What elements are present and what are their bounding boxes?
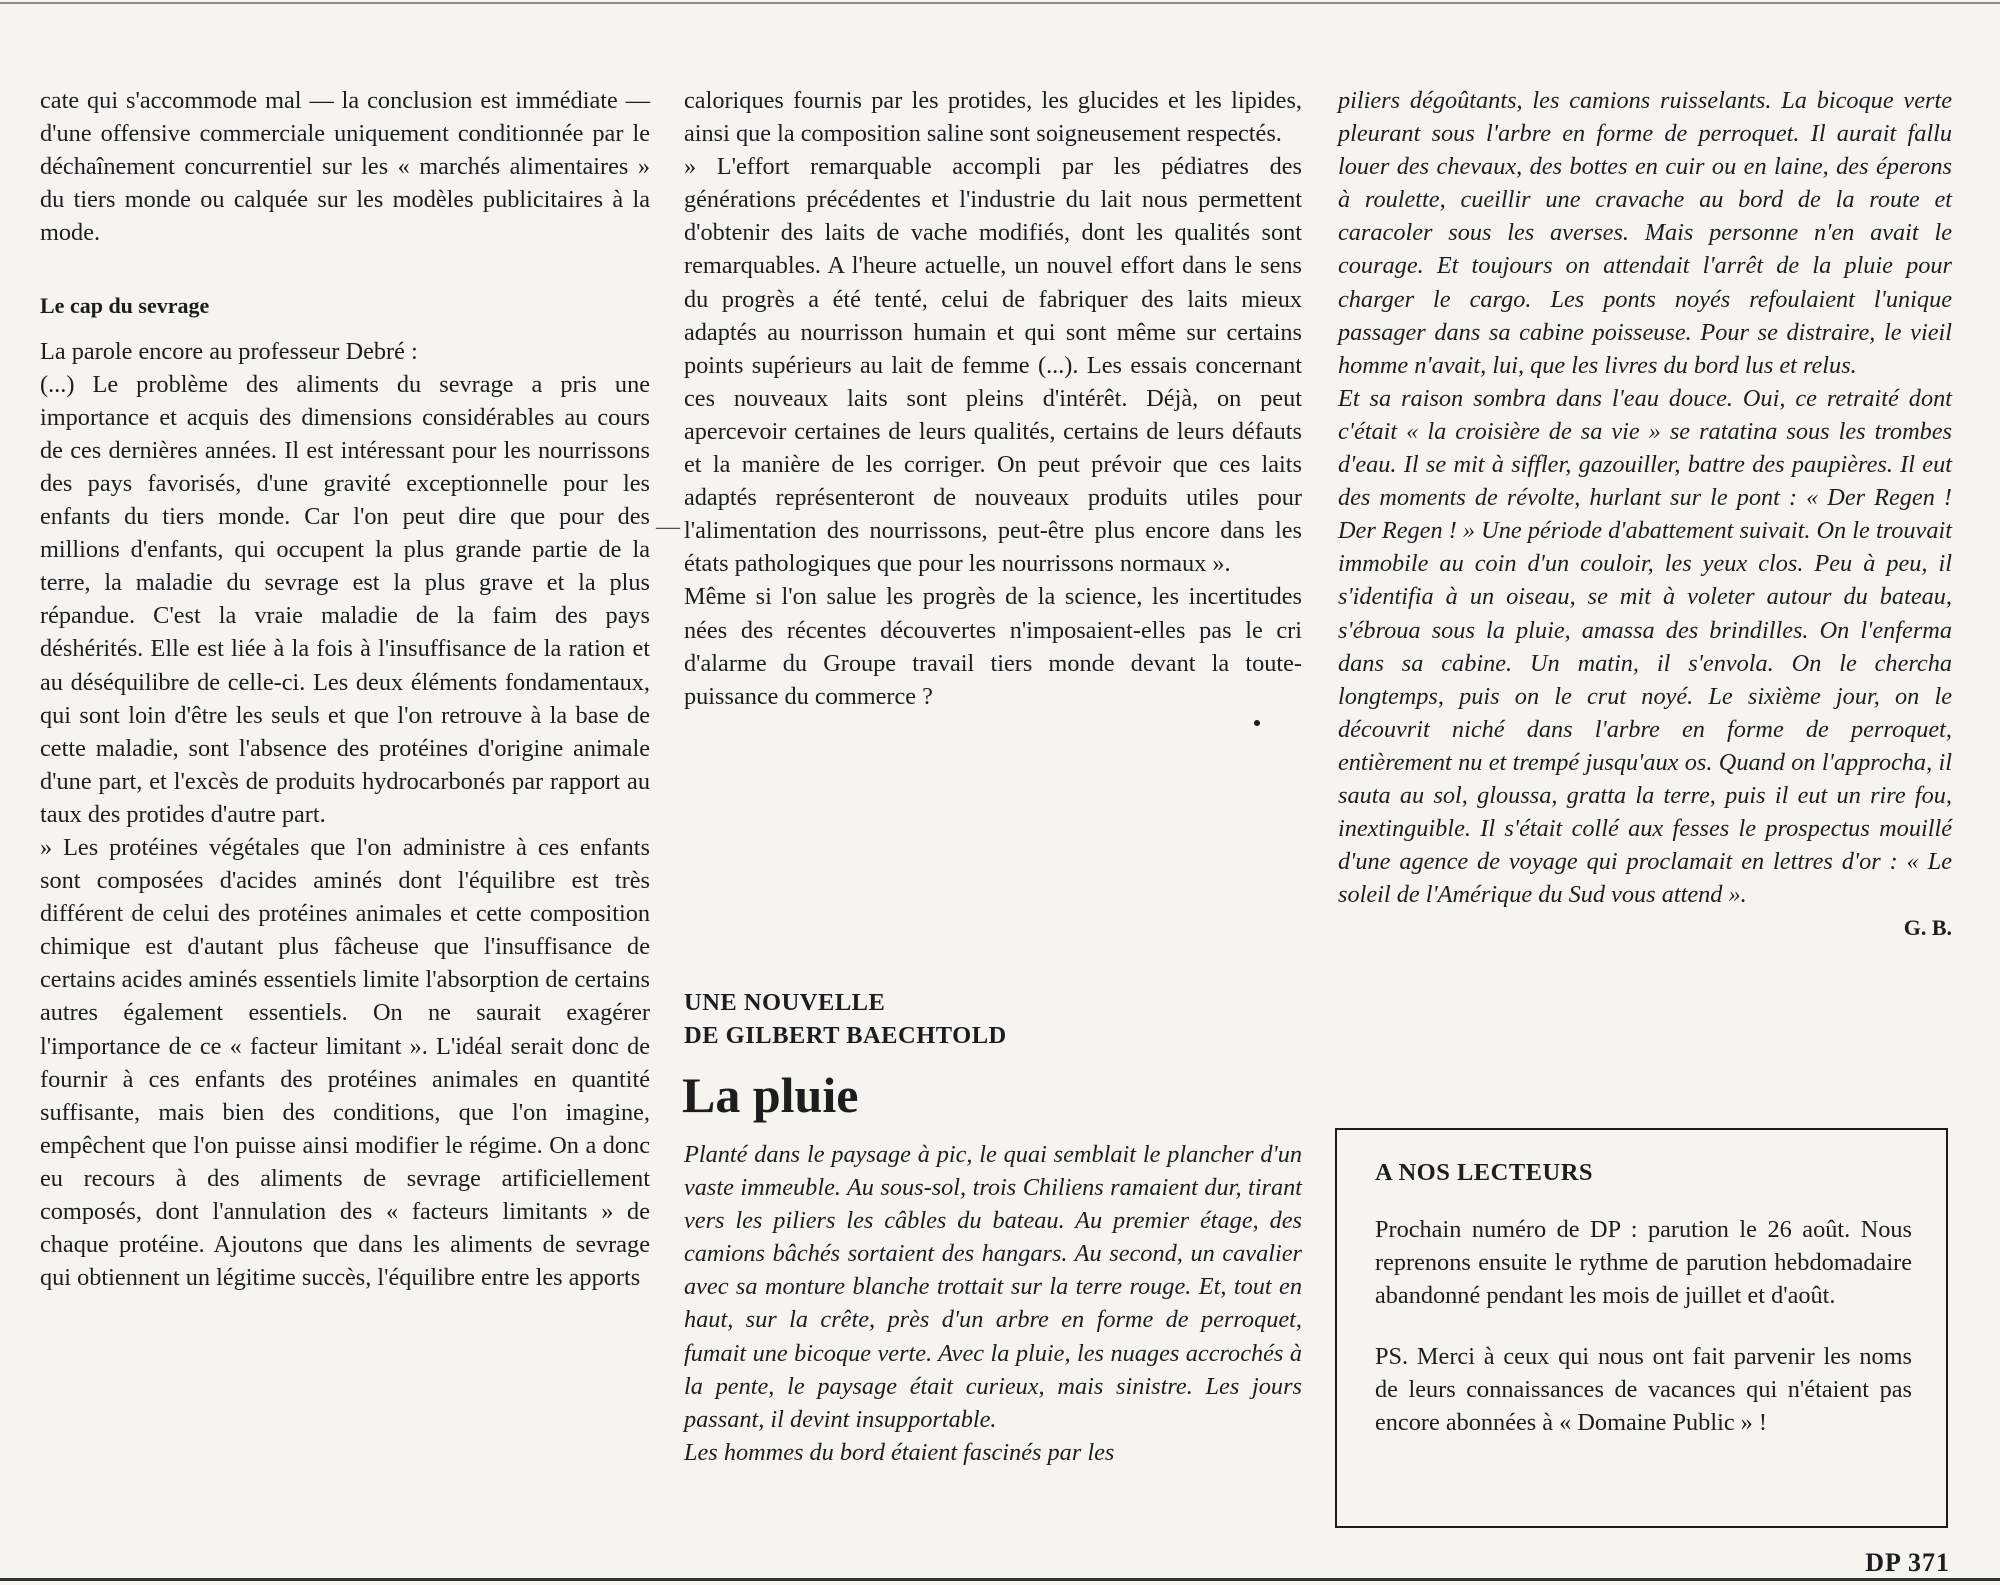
section-heading: Le cap du sevrage bbox=[40, 293, 210, 319]
column-2 bbox=[684, 84, 1302, 713]
margin-dash: — bbox=[656, 514, 680, 540]
paragraph: Et sa raison sombra dans l'eau douce. Oui, ce retraité dont c'était « la croisière de sa vie » se ratatina sous les trombes d'eau. Il se mit à siffler, gazouiller, battre des paupières. Il eut des moments de révolte, hurlant sur le pont : « Der Regen ! Der Regen ! » Une période d'abattement suivait. On le trouvait immobile au coin d'un couloir, les yeux clos. Peu à peu, il s'identifia à un oiseau, se mit à voleter autour du bateau, s'ébroua sous la pluie, amassa des brindilles. On l'enferma dans sa cabine. Un matin, il s'envola. On le chercha longtemps, puis on le crut noyé. Le sixième jour, on le découvrit niché dans l'arbre en forme de perroquet, entièrement nu et trempé jusqu'aux os. Quand on l'approcha, il sauta au sol, gloussa, gratta la terre, puis il eut un rire fou, inextinguible. Il s'était collé aux fesses le prospectus mouillé d'une agence de voyage qui proclamait en lettres d'or : « Le soleil de l'Amérique du Sud vous attend ». bbox=[1338, 384, 1952, 909]
kicker-line: UNE NOUVELLE bbox=[684, 989, 886, 1016]
column-1 bbox=[40, 84, 650, 1294]
author-signature: G. B. bbox=[1903, 915, 1952, 941]
paragraph: piliers dégoûtants, les camions ruisselants. La bicoque verte pleurant sous l'arbre en forme de perroquet. Il aurait fallu louer des chevaux, des bottes en cuir ou en laine, des éperons à roulette, cueillir une cravache au bord de la route et caracoler sous les averses. Mais personne n'en avait le courage. Et toujours on attendait l'arrêt de la pluie pour charger le cargo. Les ponts noyés refoulaient l'unique passager dans sa cabine poisseuse. Pour se distraire, le vieil homme n'avait, lui, que les livres du bord lus et relus. bbox=[1338, 87, 1952, 379]
notice-paragraph: PS. Merci à ceux qui nous ont fait parvenir les noms de leurs connaissances de vacances qui n'étaient pas encore abonnées à « Domaine Public » ! bbox=[1375, 1343, 1912, 1436]
readers-notice-box bbox=[1335, 1128, 1948, 1528]
notice-heading: A NOS LECTEURS bbox=[1375, 1159, 1594, 1186]
kicker-line: DE GILBERT BAECHTOLD bbox=[684, 1022, 1007, 1049]
story-title: La pluie bbox=[682, 1067, 859, 1123]
bottom-rule bbox=[0, 1578, 2000, 1581]
paragraph: caloriques fournis par les protides, les glucides et les lipides, ainsi que la composition saline sont soigneusement respectés. bbox=[684, 87, 1302, 148]
top-rule bbox=[0, 2, 2000, 4]
story-body bbox=[684, 1138, 1302, 1469]
column-3 bbox=[1338, 84, 1952, 944]
paragraph: Les hommes du bord étaient fascinés par les bbox=[684, 1438, 1115, 1466]
paragraph: La parole encore au professeur Debré : bbox=[40, 337, 418, 365]
paragraph-intro: cate qui s'accommode mal — la conclusion est immédiate — d'une offensive commerciale uniquement conditionnée par le déchaînement concurrentiel sur les « marchés alimentaires » du tiers monde ou calquée sur les modèles publicitaires à la mode. bbox=[40, 87, 650, 247]
ink-dot bbox=[1254, 720, 1260, 726]
paragraph: » L'effort remarquable accompli par les pédiatres des générations précédentes et l'industrie du lait nous permettent d'obtenir des laits de vache modifiés, dont les qualités sont remarquables. A l'heure actuelle, un nouvel effort dans le sens du progrès a été tenté, celui de fabriquer des laits mieux adaptés au nourrisson humain et qui sont même sur certains points supérieurs au lait de femme (...). Les essais concernant ces nouveaux laits sont pleins d'intérêt. Déjà, on peut apercevoir certaines de leurs qualités, certains de leurs défauts et la manière de les corriger. On peut prévoir que ces laits adaptés représenteront de nouveaux produits utiles pour l'alimentation des nourrissons, peut-être plus encore dans les états pathologiques que pour les nourrissons normaux ». bbox=[684, 153, 1302, 578]
notice-paragraph: Prochain numéro de DP : parution le 26 août. Nous reprenons ensuite le rythme de parution hebdomadaire abandonné pendant les mois de juillet et d'août. bbox=[1375, 1216, 1912, 1309]
page-number: DP 371 bbox=[1865, 1548, 1950, 1577]
paragraph: Planté dans le paysage à pic, le quai semblait le plancher d'un vaste immeuble. Au sous-sol, trois Chiliens ramaient dur, tirant vers les piliers les câbles du bateau. Au premier étage, des camions bâchés sortaient des hangars. Au second, un cavalier avec sa monture blanche trottait sur la terre rouge. Et, tout en haut, sur la crête, près d'un arbre en forme de perroquet, fumait une bicoque verte. Avec la pluie, les nuages accrochés à la pente, le paysage était curieux, mais sinistre. Les jours passant, il devint insupportable. bbox=[684, 1141, 1302, 1433]
paragraph: (...) Le problème des aliments du sevrage a pris une importance et acquis des dimensions considérables au cours de ces dernières années. Il est intéressant pour les nourrissons des pays favorisés, d'une gravité exceptionnelle pour les enfants du tiers monde. Car l'on peut dire que pour des millions d'enfants, qui occupent la plus grande partie de la terre, la maladie du sevrage est la plus grave et la plus répandue. C'est la vraie maladie de la faim des pays déshérités. Elle est liée à la fois à l'insuffisance de la ration et au déséquilibre de celle-ci. Les deux éléments fondamentaux, qui sont loin d'être les seuls et que l'on retrouve à la base de cette maladie, sont l'absence des protéines d'origine animale d'une part, et l'excès de produits hydrocarbonés par rapport au taux des protides d'autre part. bbox=[40, 370, 650, 828]
story-kicker bbox=[684, 986, 1007, 1052]
paragraph: Même si l'on salue les progrès de la science, les incertitudes nées des récentes découvertes n'imposaient-elles pas le cri d'alarme du Groupe travail tiers monde devant la toute-puissance du commerce ? bbox=[684, 583, 1302, 710]
paragraph: » Les protéines végétales que l'on administre à ces enfants sont composées d'acides aminés dont l'équilibre est très différent de celui des protéines animales et cette composition chimique est d'autant plus fâcheuse que l'insuffisance de certains acides aminés essentiels limite l'absorption de certains autres également essentiels. On ne saurait exagérer l'importance de ce « facteur limitant ». L'idéal serait donc de fournir à ces enfants des protéines animales en quantité suffisante, mais bien des conditions, que l'on imagine, empêchent que l'on puisse ainsi modifier le régime. On a donc eu recours à des aliments de sevrage artificiellement composés, dont l'annulation des « facteurs limitants » de chaque protéine. Ajoutons que dans les aliments de sevrage qui obtiennent un légitime succès, l'équilibre entre les apports bbox=[40, 833, 650, 1292]
